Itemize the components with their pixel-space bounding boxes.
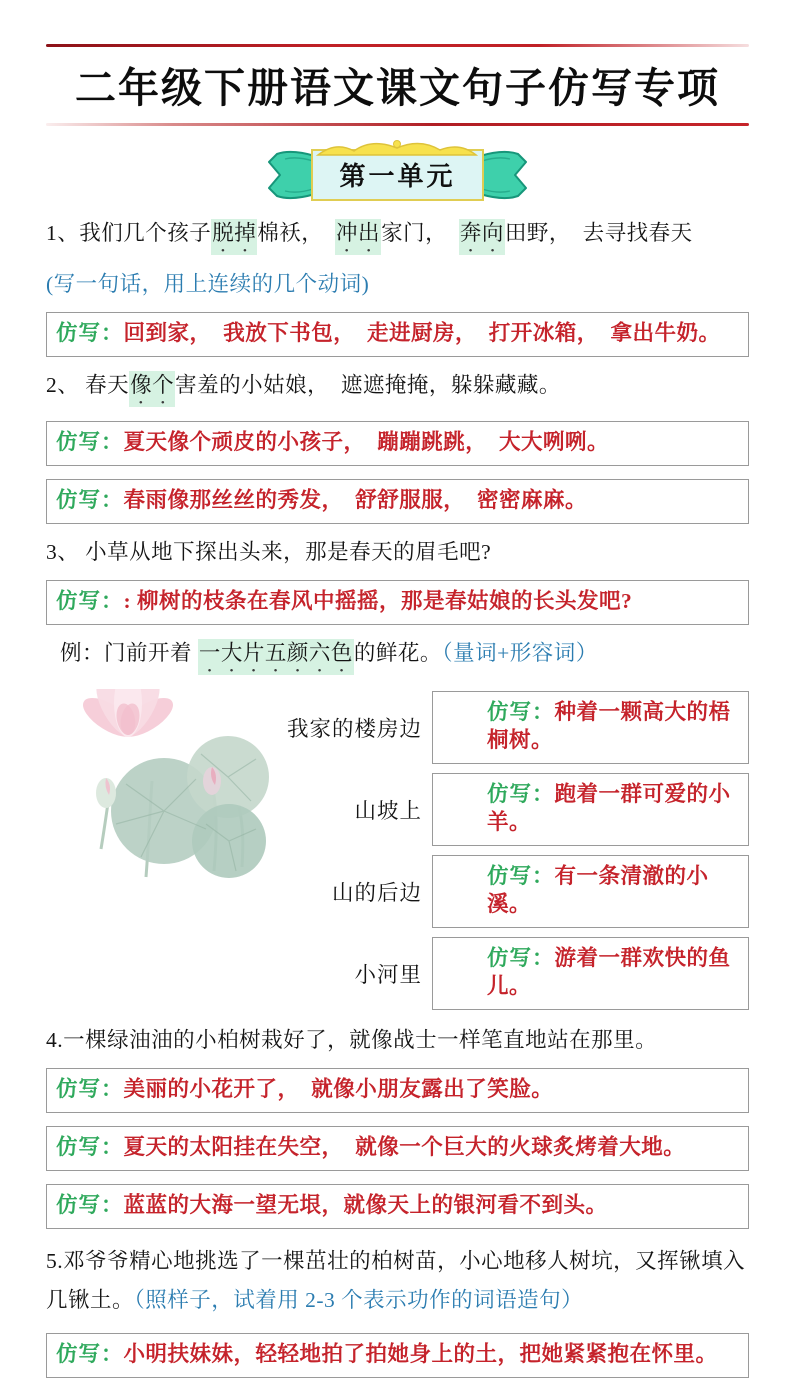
text-segment: 害羞的小姑娘， 遮遮掩掩，躲躲藏藏。	[175, 373, 561, 398]
item-4-sentence	[46, 1025, 749, 1056]
fangxie-label: 仿写：	[56, 488, 124, 513]
banner-top-flourish-icon	[312, 138, 482, 156]
item-1-sentence	[46, 218, 749, 257]
fangxie-box-row3	[432, 855, 749, 928]
fangxie-label: 仿写：	[56, 1134, 124, 1159]
fangxie-label: 仿写：	[56, 1192, 124, 1217]
place-label: 山坡上	[354, 798, 422, 823]
fangxie-text: : 柳树的枝条在春风中摇摇，那是春姑娘的长头发吧?	[123, 589, 633, 614]
example-sentence	[60, 638, 749, 677]
fangxie-box-4c	[46, 1184, 749, 1229]
fangxie-box-2a	[46, 421, 749, 466]
fangxie-box-row4	[432, 937, 749, 1010]
place-row	[274, 855, 749, 928]
highlighted-word: 像个	[129, 371, 175, 407]
fangxie-text: 夏天像个顽皮的小孩子， 蹦蹦跳跳， 大大咧咧。	[123, 430, 610, 455]
fangxie-label: 仿写：	[56, 430, 124, 455]
text-segment: 1、我们几个孩子	[46, 221, 212, 245]
fangxie-box-4b	[46, 1126, 749, 1171]
text-segment: （照样子，试着用 2-3 个表示功作的词语造句）	[134, 1288, 584, 1313]
fangxie-label: 仿写：	[56, 589, 124, 614]
place-label: 小河里	[354, 962, 422, 987]
lotus-icon	[46, 689, 271, 879]
text-segment: 棉袄，	[257, 221, 336, 245]
highlighted-word: 奔向	[459, 219, 505, 255]
unit-banner-label: 第一单元	[339, 162, 456, 191]
fangxie-label: 仿写：	[56, 1076, 124, 1101]
title-rule-bottom	[46, 123, 749, 126]
lotus-illustration	[46, 689, 274, 1019]
highlighted-word: 一大片五颜六色	[198, 639, 354, 675]
item-5-sentence	[46, 1242, 749, 1322]
text-segment: 5.邓爷爷精心地挑选了一棵茁壮的柏树苗，小心地移人树坑，又挥锹填入几锹土。	[46, 1248, 746, 1313]
fangxie-text: 有一条清澈的小溪。	[487, 863, 709, 916]
fangxie-box-4a	[46, 1068, 749, 1113]
place-row	[274, 937, 749, 1010]
highlighted-word: 冲出	[335, 219, 381, 255]
place-rows-section	[46, 689, 749, 1019]
fangxie-label: 仿写：	[487, 700, 555, 725]
ribbon-left-icon	[267, 149, 317, 201]
fangxie-box-1	[46, 312, 749, 357]
text-segment: 例：门前开着	[60, 641, 198, 666]
place-row	[274, 691, 749, 764]
fangxie-box-2b	[46, 479, 749, 524]
ribbon-right-icon	[478, 149, 528, 201]
fangxie-label: 仿写：	[56, 321, 124, 346]
fangxie-box-row1	[432, 691, 749, 764]
item-2-sentence	[46, 370, 749, 409]
place-row	[274, 773, 749, 846]
place-rows	[274, 689, 749, 1019]
fangxie-label: 仿写：	[487, 863, 555, 888]
highlighted-word: 脱掉	[211, 219, 257, 255]
text-segment: 2、 春天	[46, 373, 130, 398]
fangxie-text: 种着一颗高大的梧桐树。	[487, 700, 731, 753]
unit-banner-box	[311, 149, 483, 201]
item-1-hint: (写一句话，用上连续的几个动词)	[46, 272, 370, 296]
text-segment: 田野， 去寻找春天	[504, 221, 693, 245]
text-segment: 的鲜花。	[353, 641, 442, 666]
fangxie-text: 跑着一群可爱的小羊。	[487, 781, 731, 834]
text-segment: 3、 小草从地下探出头来，那是春天的眉毛吧?	[46, 539, 492, 564]
fangxie-text: 美丽的小花开了， 就像小朋友露出了笑脸。	[123, 1076, 554, 1101]
fangxie-label: 仿写：	[487, 781, 555, 806]
fangxie-label: 仿写：	[56, 1342, 124, 1367]
title-rule-top	[46, 44, 749, 47]
place-label: 我家的楼房边	[286, 717, 422, 742]
fangxie-box-row2	[432, 773, 749, 846]
text-segment: 4.一棵绿油油的小柏树栽好了，就像战士一样笔直地站在那里。	[46, 1027, 658, 1052]
unit-banner	[46, 146, 749, 204]
fangxie-text: 游着一群欢快的鱼儿。	[487, 945, 731, 998]
item-3-sentence	[46, 537, 749, 568]
text-segment: 家门，	[381, 221, 459, 245]
fangxie-text: 回到家， 我放下书包， 走进厨房， 打开冰箱， 拿出牛奶。	[123, 321, 721, 346]
fangxie-label: 仿写：	[487, 945, 555, 970]
fangxie-text: 蓝蓝的大海一望无垠，就像天上的银河看不到头。	[123, 1192, 608, 1217]
fangxie-text: 春雨像那丝丝的秀发， 舒舒服服， 密密麻麻。	[123, 488, 588, 513]
fangxie-text: 小明扶妹妹，轻轻地拍了拍她身上的土，把她紧紧抱在怀里。	[123, 1342, 718, 1367]
page-title: 二年级下册语文课文句子仿写专项	[75, 65, 720, 111]
place-label: 山的后边	[331, 880, 422, 905]
fangxie-text: 夏天的太阳挂在失空， 就像一个巨大的火球炙烤着大地。	[123, 1134, 686, 1159]
text-segment: （量词+形容词）	[441, 641, 598, 666]
fangxie-box-3	[46, 580, 749, 625]
fangxie-box-5	[46, 1333, 749, 1378]
